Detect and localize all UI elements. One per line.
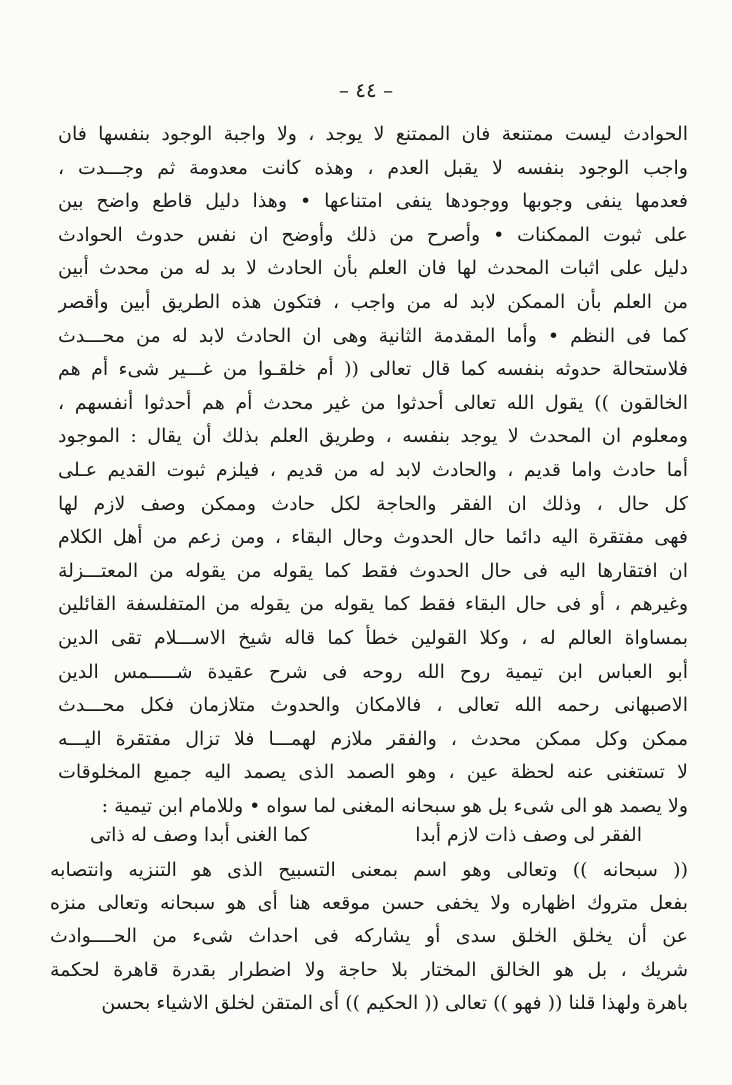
text-line: دليل على اثبات المحدث لها فان العلم بأن الحادث لا بد له من محدث أبين [58, 257, 688, 280]
page-number: – ٤٤ – [338, 78, 394, 102]
text-line: أما حادث واما قديم ، والحادث لابد له من قديم ، فيلزم ثبوت القديم عـلى [58, 458, 688, 481]
text-line: أبو العباس ابن تيمية روح الله روحه فى شرح عقيدة شـــــمس الدين [58, 660, 688, 683]
text-line: فلاستحالة حدوثه بنفسه كما قال تعالى (( أم خلقـوا من غـــير شىء أم هم [58, 358, 688, 381]
text-line: (( سبحانه )) وتعالى وهو اسم بمعنى التسبيح الذى هو التنزيه وانتصابه [50, 859, 688, 881]
text-line: فعدمها ينفى وجوبها ووجودها ينفى امتناعها • وهذا دليل قاطع واضح بين [58, 190, 688, 213]
text-line: الخالقون )) يقول الله تعالى أحدثوا من غير محدث أم هم أحدثوا أنفسهم ، [58, 391, 688, 414]
text-line: الاصبهانى رحمه الله تعالى ، فالامكان والحدوث متلازمان فكل محـــدث [58, 694, 688, 717]
text-line: ولا يصمد هو الى شىء بل هو سبحانه المغنى لما سواه • وللامام ابن تيمية : [101, 794, 688, 817]
text-line: وغيرهم ، أو فى حال البقاء فقط كما يقوله من يقوله من المتفلسفة القائلين [58, 593, 688, 616]
commentary-text [50, 854, 688, 1020]
text-line: بمساواة العالم له ، وكلا القولين خطأ كما قاله شيخ الاســـلام تقى الدين [58, 626, 688, 649]
text-line: كل حال ، وذلك ان الفقر والحاجة لكل حادث وممكن وصف لازم لها [58, 492, 688, 515]
text-line: عن أن يخلق الخلق سدى أو يشاركه فى احداث شىء من الحــــوادث [50, 925, 688, 948]
text-line: كما فى النظم • وأما المقدمة الثانية وهى ان الحادث لابد له من محـــدث [58, 324, 688, 347]
text-line: بفعل متروك اظهاره ولا يخفى حسن موقعه هنا أى هو سبحانه وتعالى منزه [50, 892, 688, 915]
text-line: من العلم بأن الممكن لابد له من واجب ، فتكون هذه الطريق أبين وأقصر [58, 290, 688, 313]
text-line: ممكن وكل ممكن محدث ، والفقر ملازم لهمـــا فلا تزال مفتقرة اليـــه [58, 727, 688, 750]
text-line: شريك ، بل هو الخالق المختار بلا حاجة ولا اضطرار بقدرة قاهرة لحكمة [50, 958, 688, 981]
text-line: على ثبوت الممكنات • وأصرح من ذلك وأوضح ان نفس حدوث الحوادث [58, 223, 688, 246]
text-line: باهرة ولهذا قلنا (( فهو )) تعالى (( الحكيم )) أى المتقن لخلق الاشياء بحسن [101, 991, 688, 1014]
text-line: واجب الوجود بنفسه لا يقبل العدم ، وهذه كانت معدومة ثم وجـــدت ، [58, 156, 688, 179]
text-line: ومعلوم ان المحدث لا يوجد بنفسه ، وطريق العلم بذلك أن يقال : الموجود [58, 425, 688, 448]
text-line: فهى مفتقرة اليه دائما حال الحدوث وحال البقاء ، ومن زعم من أهل الكلام [58, 526, 688, 549]
verse-first-hemistich: الفقر لى وصف ذات لازم أبدا [415, 824, 642, 846]
text-line: لا تستغنى عنه لحظة عين ، وهو الصمد الذى يصمد اليه جميع المخلوقات [58, 761, 688, 784]
text-line: الحوادث ليست ممتنعة فان الممتنع لا يوجد ، ولا واجبة الوجود بنفسها فان [58, 123, 688, 145]
verse-second-hemistich: كما الغنى أبدا وصف له ذاتى [90, 824, 310, 846]
verse [90, 818, 642, 852]
text-line: ان افتقارها اليه فى حال الحدوث فقط كما يقوله من يقوله من المعتـــزلة [58, 559, 688, 582]
main-text [58, 118, 688, 823]
